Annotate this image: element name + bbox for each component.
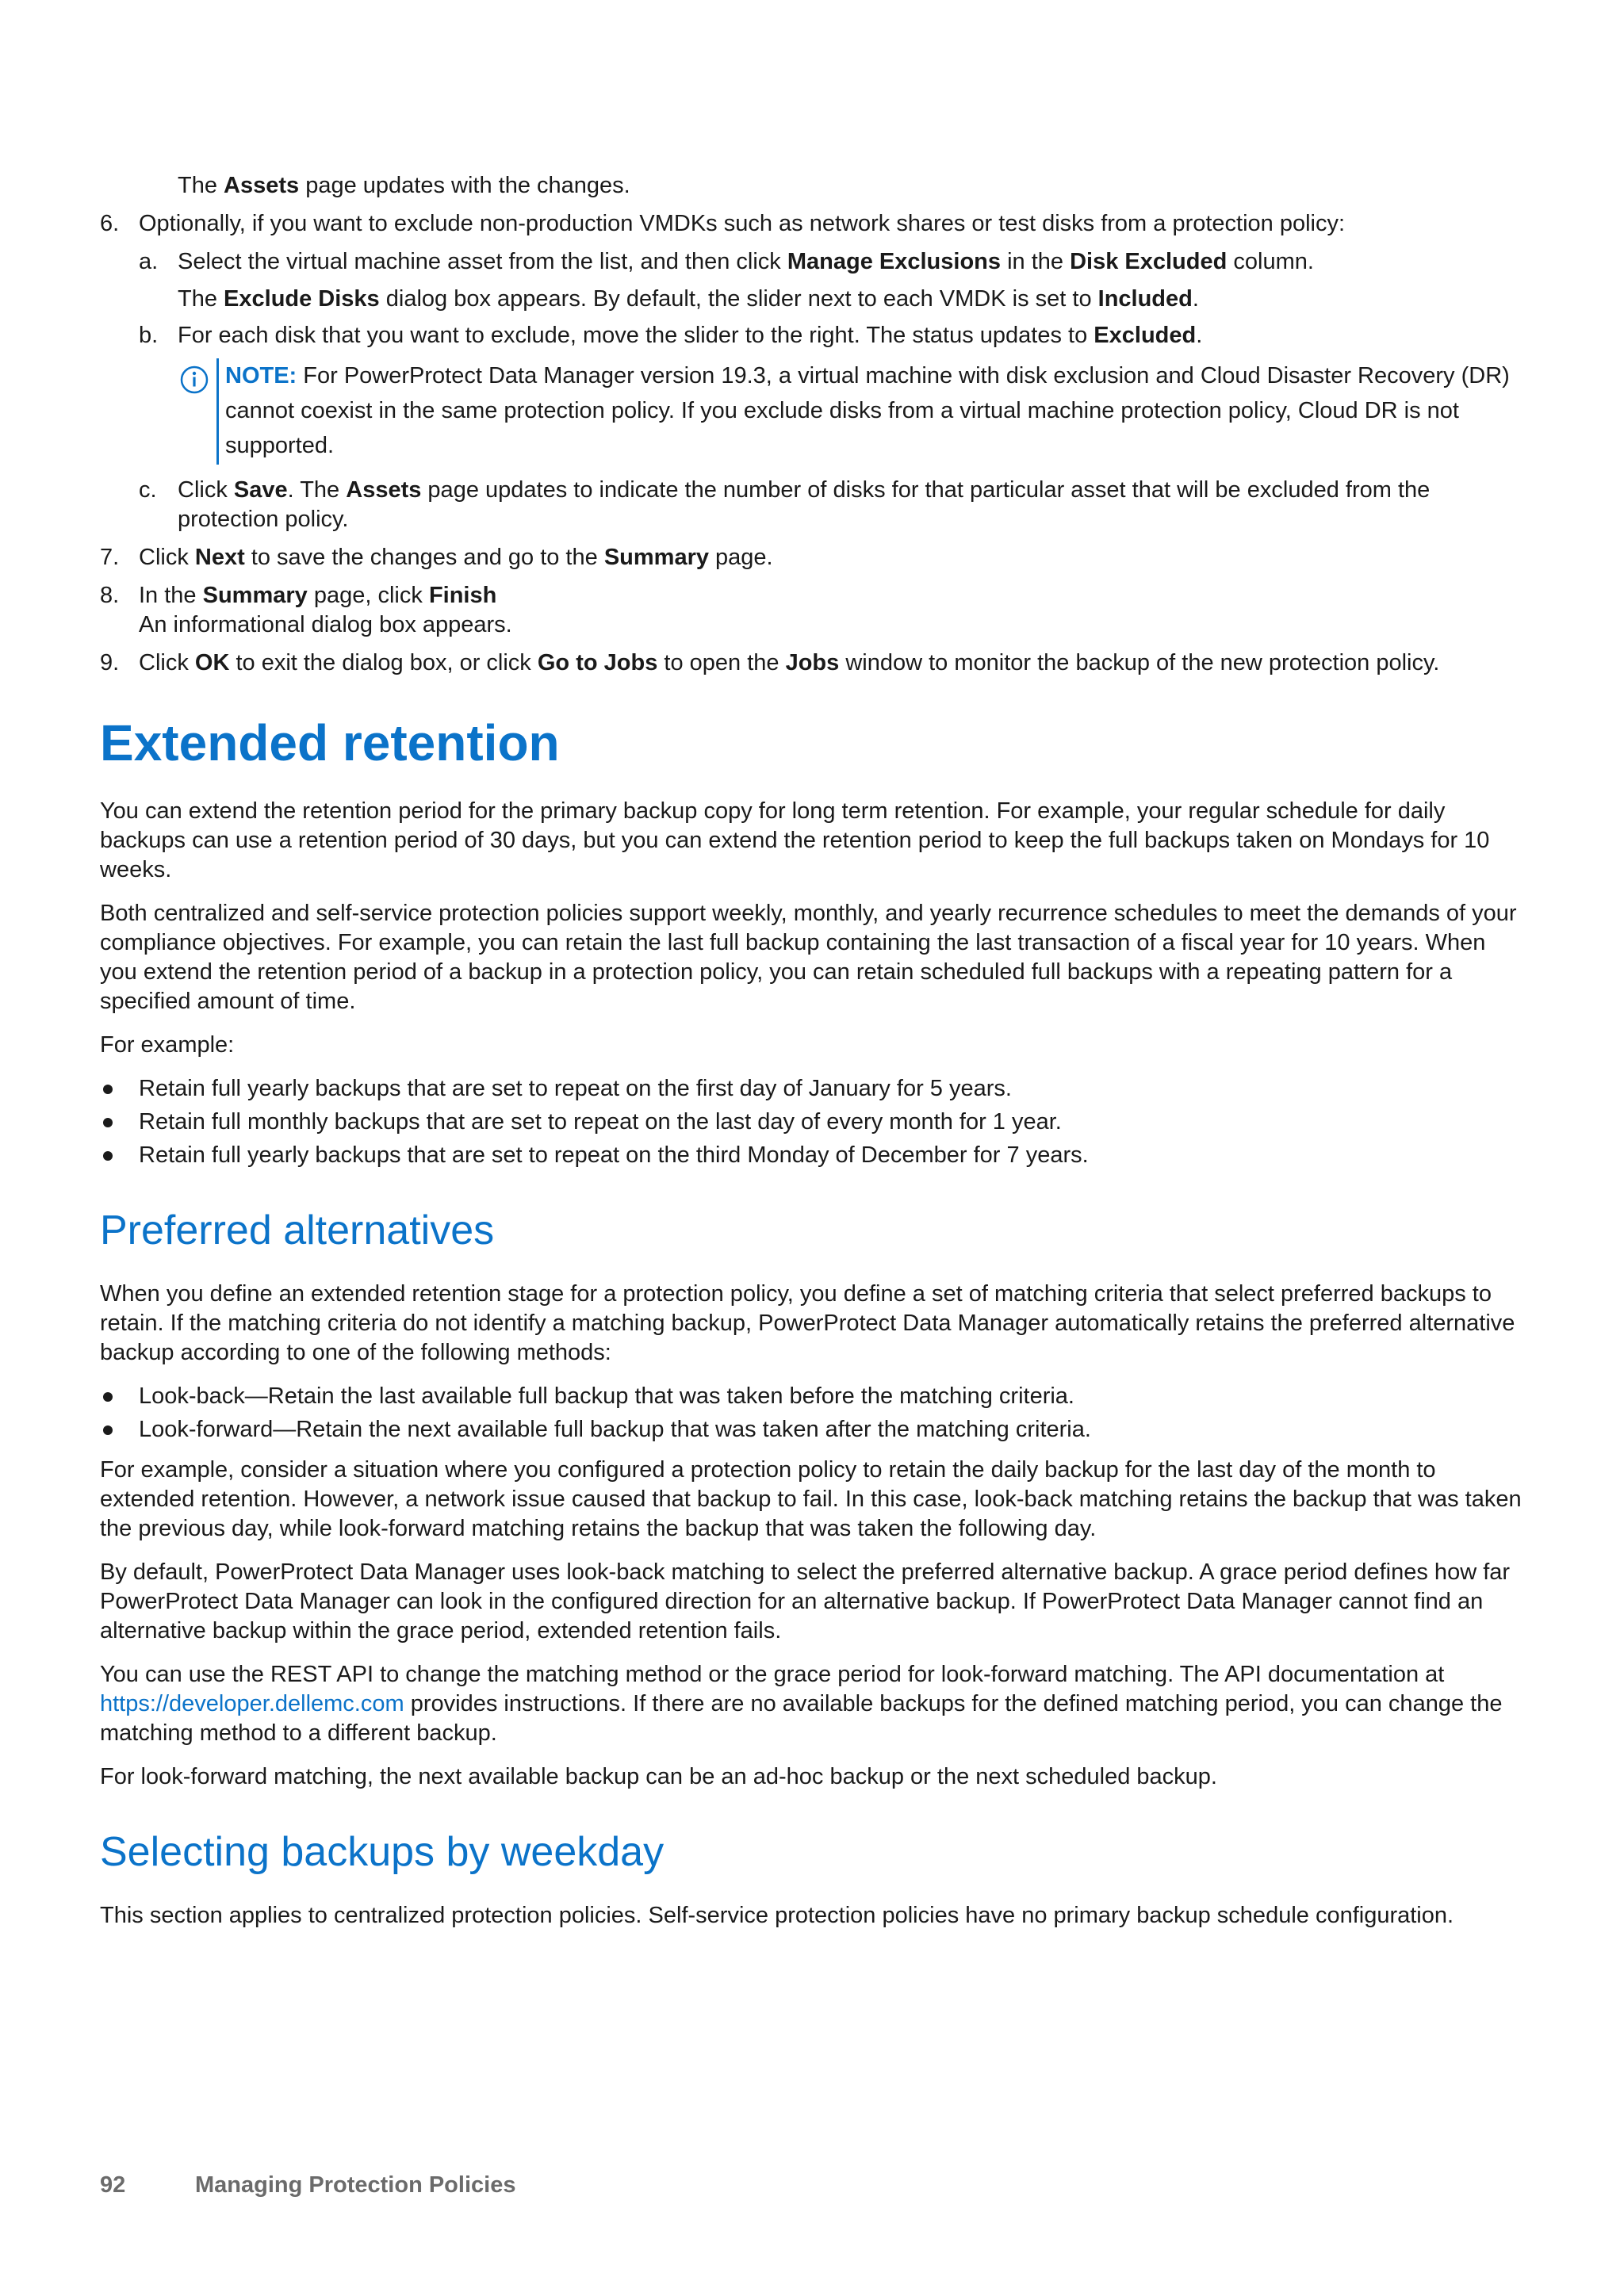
step-7: 7. Click Next to save the changes and go to the Summary page. — [100, 545, 773, 570]
step-6: 6. Optionally, if you want to exclude non-production VMDKs such as network shares or test disks from a protection policy: — [100, 209, 1527, 239]
info-circle-icon — [179, 365, 209, 395]
developer-docs-link[interactable]: https://developer.dellemc.com — [100, 1691, 404, 1716]
bullet-icon — [103, 1118, 113, 1127]
list-item: Retain full yearly backups that are set to repeat on the first day of January for 5 years. — [100, 1074, 1527, 1104]
page-footer — [100, 2172, 515, 2198]
step-6a: a. Select the virtual machine asset from the list, and then click Manage Exclusions in the Disk Excluded column. — [139, 249, 1314, 274]
bullet-icon — [103, 1425, 113, 1435]
note-block — [100, 358, 1527, 465]
paragraph: Both centralized and self-service protection policies support weekly, monthly, and yearly recurrence schedules to meet the demands of your compliance objectives. For example, you can retain the last full backup containing the last transaction of a fiscal year for 10 years. When you extend the retention period of a backup in a protection policy, you can retain scheduled full backups with a repeating pattern for a specified amount of time. — [100, 901, 1517, 1014]
paragraph: When you define an extended retention stage for a protection policy, you define a set of matching criteria that select preferred backups to retain. If the matching criteria do not identify a matching backup, PowerProtect Data Manager automatically retains the preferred alternative backup according to one of the following methods: — [100, 1281, 1515, 1365]
paragraph: For example: — [100, 1032, 235, 1058]
page-number: 92 — [100, 2172, 126, 2198]
step-6a-result: The Exclude Disks dialog box appears. By default, the slider next to each VMDK is set to Included. — [178, 286, 1199, 312]
note-bar — [216, 358, 219, 465]
paragraph: You can use the REST API to change the matching method or the grace period for look-forward matching. The API documentation at https://developer.dellemc.com provides instructions. If there are no available backups for the defined matching period, you can change the matching method to a different backup. — [100, 1662, 1503, 1746]
heading-preferred-alternatives: Preferred alternatives — [100, 1207, 495, 1253]
bullet-icon — [103, 1085, 113, 1094]
note-text: NOTE: For PowerProtect Data Manager version 19.3, a virtual machine with disk exclusion and Cloud Disaster Recovery (DR) cannot coexist in the same protection policy. If you exclude disks from a virtual machine protection policy, Cloud DR is not supported. — [225, 363, 1510, 458]
step-number: 6. — [100, 211, 120, 236]
heading-selecting-backups-by-weekday: Selecting backups by weekday — [100, 1829, 665, 1875]
step-8: 8. In the Summary page, click Finish An informational dialog box appears. — [100, 583, 512, 637]
step-9: 9. Click OK to exit the dialog box, or click Go to Jobs to open the Jobs window to monitor the backup of the new protection policy. — [100, 650, 1440, 675]
paragraph: By default, PowerProtect Data Manager uses look-back matching to select the preferred alternative backup. A grace period defines how far PowerProtect Data Manager can look in the configured direction for an alternative backup. If PowerProtect Data Manager cannot find an alternative backup within the grace period, extended retention fails. — [100, 1559, 1511, 1644]
list-item: Look-forward—Retain the next available full backup that was taken after the matching criteria. — [100, 1415, 1527, 1445]
list-item: Look-back—Retain the last available full backup that was taken before the matching criteria. — [100, 1382, 1527, 1411]
step-6b: b. For each disk that you want to exclude, move the slider to the right. The status updates to Excluded. — [139, 323, 1203, 348]
assets-update-line: The Assets page updates with the changes. — [178, 173, 630, 198]
main-content — [100, 171, 1527, 1931]
paragraph: For look-forward matching, the next available backup can be an ad-hoc backup or the next scheduled backup. — [100, 1764, 1217, 1789]
list-item: Retain full monthly backups that are set to repeat on the last day of every month for 1 year. — [100, 1108, 1527, 1137]
section-title: Managing Protection Policies — [195, 2172, 516, 2198]
paragraph: For example, consider a situation where you configured a protection policy to retain the daily backup for the last day of the month to extended retention. However, a network issue caused that backup to fail. In this case, look-back matching retains the backup that was taken the previous day, while look-forward matching retains the backup that was taken the following day. — [100, 1457, 1522, 1541]
paragraph: This section applies to centralized protection policies. Self-service protection policies have no primary backup schedule configuration. — [100, 1903, 1454, 1928]
matching-methods-list — [100, 1382, 1527, 1445]
bullet-icon — [103, 1151, 113, 1161]
bullet-icon — [103, 1392, 113, 1402]
paragraph: You can extend the retention period for the primary backup copy for long term retention. For example, your regular schedule for daily backups can use a retention period of 30 days, but you can extend the retention period to keep the full backups taken on Mondays for 10 weeks. — [100, 798, 1490, 882]
list-item: Retain full yearly backups that are set to repeat on the third Monday of December for 7 years. — [100, 1141, 1527, 1170]
retention-examples-list — [100, 1074, 1527, 1170]
step-6c: c. Click Save. The Assets page updates to indicate the number of disks for that particular asset that will be excluded from the protection policy. — [139, 477, 1431, 532]
heading-extended-retention: Extended retention — [100, 714, 560, 771]
